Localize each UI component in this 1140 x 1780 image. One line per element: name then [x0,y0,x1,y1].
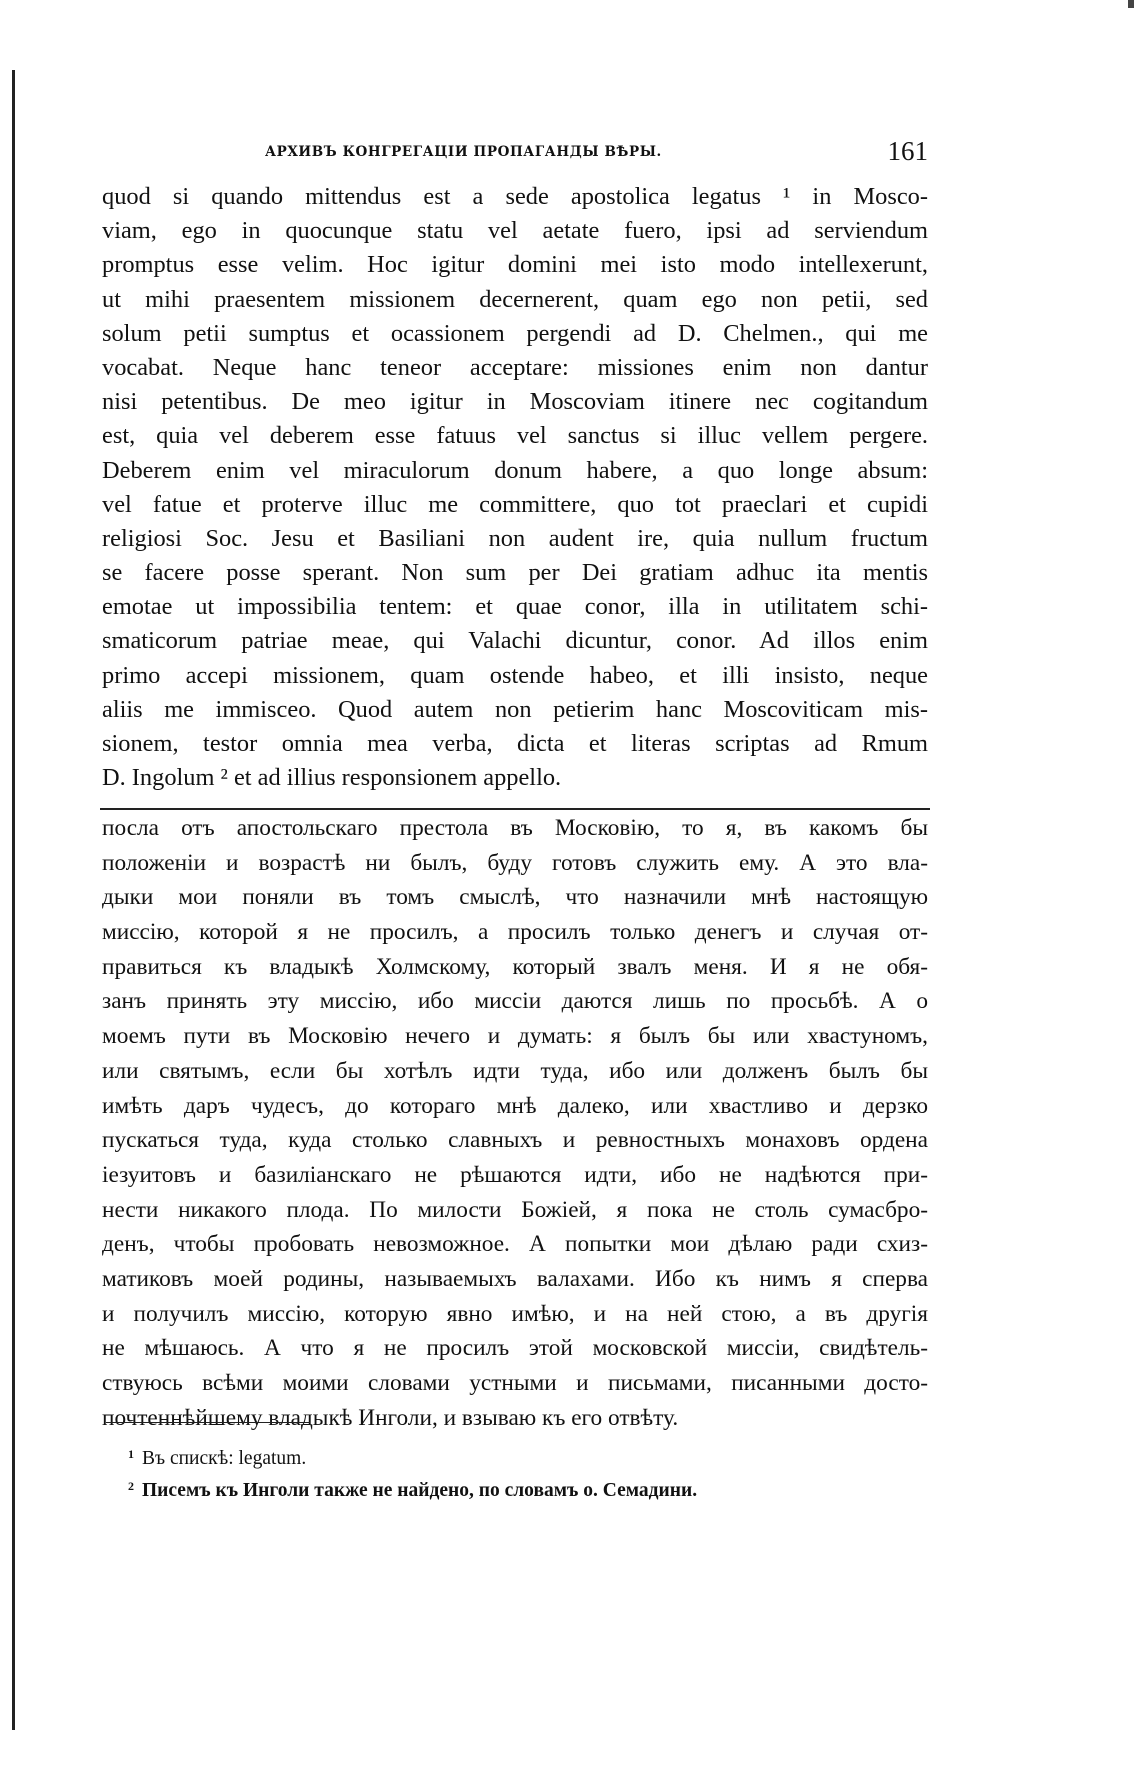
russian-line: іезуитовъ и базиліанскаго не рѣшаются идти, ибо не надѣются при- [102,1161,928,1188]
footnote-text: Въ спискѣ: legatum. [142,1448,307,1469]
footnote-marker: 2 [128,1479,134,1493]
latin-line: vel fatue et proterve illuc me committere, quo tot praeclari et cupidi [102,490,928,518]
footnote-divider [106,1422,310,1423]
footnote-marker: 1 [128,1447,134,1461]
russian-line: занъ принять эту миссію, ибо миссіи даются лишь по просьбѣ. А о [102,988,928,1015]
russian-line: посла отъ апостольскаго престола въ Московію, то я, въ какомъ бы [102,815,928,841]
latin-line: aliis me immisceo. Quod autem non petierim hanc Moscoviticam mis- [102,695,928,723]
latin-text-block [102,180,928,795]
latin-line: religiosi Soc. Jesu et Basiliani non audent ire, quia nullum fructum [102,524,928,552]
latin-line: quod si quando mittendus est a sede apostolica legatus ¹ in Mosco- [102,183,928,210]
latin-line-last: D. Ingolum ² et ad illius responsionem appello. [102,764,562,792]
scan-edge-mark [12,70,15,1730]
latin-line: est, quia vel deberem esse fatuus vel sanctus si illuc vellem pergere. [102,422,928,450]
latin-line: Deberem enim vel miraculorum donum habere, a quo longe absum: [102,456,928,484]
page-number: 161 [887,136,928,166]
russian-line: или святымъ, если бы хотѣлъ идти туда, ибо или долженъ былъ бы [102,1057,928,1084]
latin-line: sionem, testor omnia mea verba, dicta et literas scriptas ad Rmum [102,730,928,757]
latin-line: emotae ut impossibilia tentem: et quae conor, illa in utilitatem schi- [102,593,928,621]
russian-line: матиковъ моей родины, называемыхъ валахами. Ибо къ нимъ я сперва [102,1265,928,1292]
section-divider [100,808,930,810]
russian-line: ствуюсь всѣми моими словами устными и письмами, писанными досто- [102,1370,928,1396]
russian-line: правиться къ владыкѣ Холмскому, который звалъ меня. И я не обя- [102,953,928,980]
russian-line: не мѣшаюсь. А что я не просилъ этой московской миссіи, свидѣтель- [102,1335,928,1362]
footnote-text: Писемъ къ Инголи также не найдено, по словамъ о. Семадини. [142,1480,698,1501]
russian-translation-block [102,811,928,1435]
footnotes [128,1438,888,1502]
russian-line: пускаться туда, куда столько славныхъ и ревностныхъ монаховъ ордена [102,1127,928,1154]
russian-line: денъ, чтобы пробовать невозможное. А попытки мои дѣлаю ради схиз- [102,1231,928,1258]
latin-line: se facere posse sperant. Non sum per Dei gratiam adhuc ita mentis [102,559,928,587]
latin-line: smaticorum patriae meae, qui Valachi dicuntur, conor. Ad illos enim [102,627,928,655]
russian-line: моемъ пути въ Московію нечего и думать: я былъ бы или хвастуномъ, [102,1023,928,1050]
scan-corner-mark [1128,0,1134,8]
footnote-1 [128,1438,888,1470]
latin-line: viam, ego in quocunque statu vel aetate fuero, ipsi ad serviendum [102,217,928,245]
russian-line: положеніи и возрастѣ ни былъ, буду готовъ служить ему. А это вла- [102,849,928,876]
russian-line: миссію, которой я не просилъ, а просилъ только денегъ и случая от- [102,919,928,946]
russian-line: нести никакого плода. По милости Божіей, я пока не столь сумасбро- [102,1196,928,1223]
latin-line: vocabat. Neque hanc teneor acceptare: missiones enim non dantur [102,353,928,381]
latin-line: nisi petentibus. De meo igitur in Moscoviam itinere nec cogitandum [102,388,928,416]
latin-line: solum petii sumptus et ocassionem pergendi ad D. Chelmen., qui me [102,319,928,347]
page-header [150,136,928,172]
russian-line: имѣть даръ чудесъ, до котораго мнѣ далеко, или хвастливо и дерзко [102,1092,928,1119]
latin-line: promptus esse velim. Hoc igitur domini mei isto modo intellexerunt, [102,251,928,279]
russian-line: дыки мои поняли въ томъ смыслѣ, что назначили мнѣ настоящую [102,884,928,911]
running-head: АРХИВЪ КОНГРЕГАЦІИ ПРОПАГАНДЫ ВѢРЫ. [265,144,662,160]
latin-line: primo accepi missionem, quam ostende habeo, et illi insisto, neque [102,661,928,689]
latin-line: ut mihi praesentem missionem decernerent, quam ego non petii, sed [102,285,928,313]
russian-line: и получилъ миссію, которую явно имѣю, и на ней стою, а въ другія [102,1300,928,1327]
footnote-2 [128,1470,888,1502]
russian-line-last: почтеннѣйшему владыкѣ Инголи, и взываю къ его отвѣту. [102,1404,679,1431]
